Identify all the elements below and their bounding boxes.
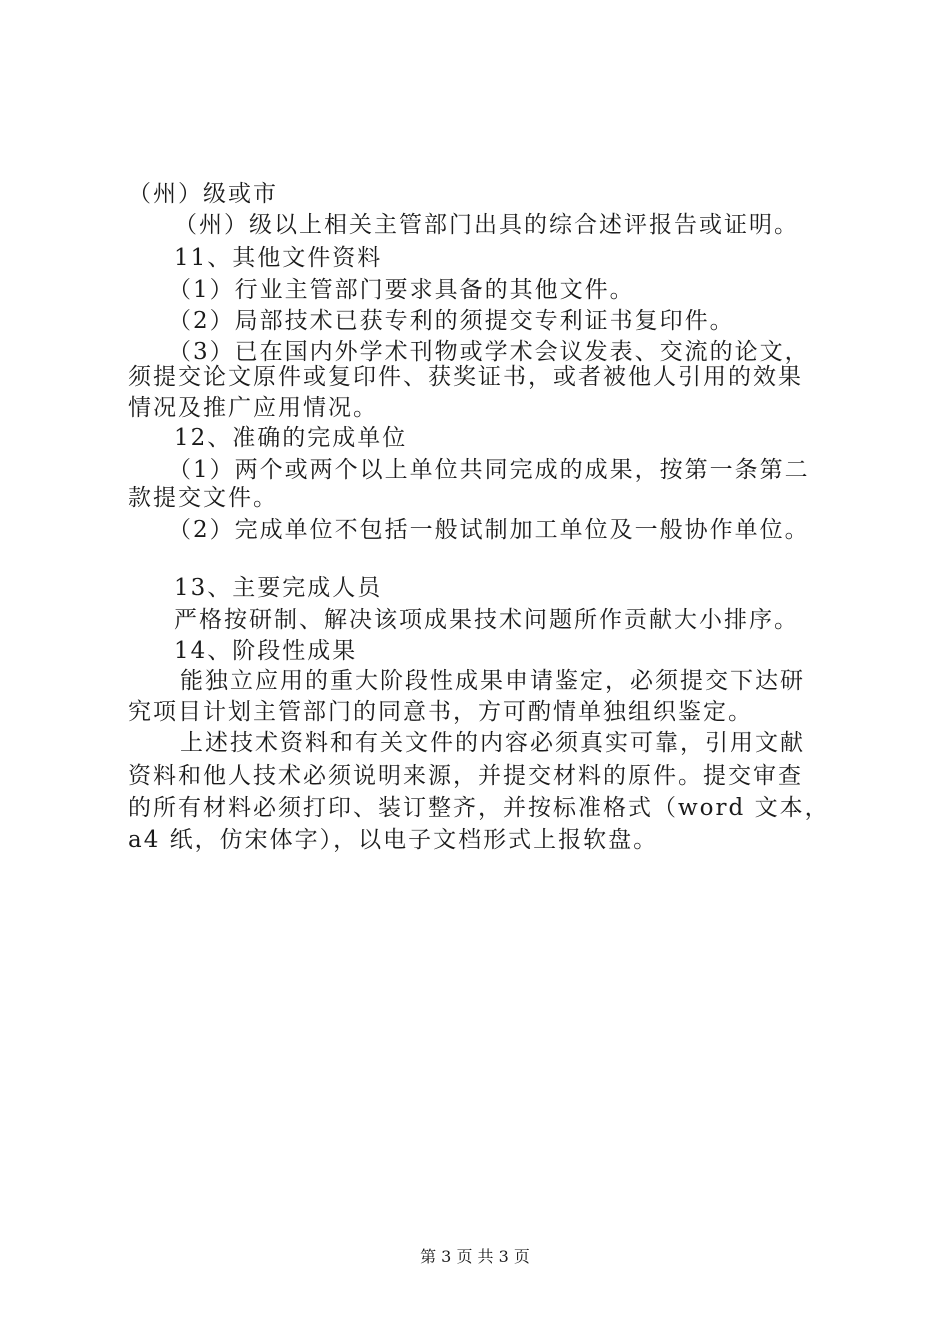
text-line: 情况及推广应用情况。 (128, 395, 378, 421)
text-line: 究项目计划主管部门的同意书，方可酌情单独组织鉴定。 (128, 699, 753, 725)
text-line: 能独立应用的重大阶段性成果申请鉴定，必须提交下达研 (180, 668, 805, 694)
section-heading: 14、阶段性成果 (174, 638, 358, 664)
text-line: （州）级或市 (128, 181, 278, 207)
text-line: 上述技术资料和有关文件的内容必须真实可靠，引用文献 (180, 730, 805, 756)
section-heading: 12、准确的完成单位 (174, 425, 408, 451)
text-line: 款提交文件。 (128, 485, 278, 511)
text-line: （2）局部技术已获专利的须提交专利证书复印件。 (168, 308, 735, 334)
text-line: 的所有材料必须打印、装订整齐，并按标准格式（word 文本， (128, 795, 830, 821)
text-line: 严格按研制、解决该项成果技术问题所作贡献大小排序。 (174, 607, 799, 633)
text-line: （1）两个或两个以上单位共同完成的成果，按第一条第二 (168, 457, 810, 483)
text-line: （3）已在国内外学术刊物或学术会议发表、交流的论文， (168, 339, 810, 365)
section-heading: 13、主要完成人员 (174, 575, 383, 601)
text-line: （2）完成单位不包括一般试制加工单位及一般协作单位。 (168, 517, 810, 543)
section-heading: 11、其他文件资料 (174, 245, 383, 271)
text-line: 须提交论文原件或复印件、获奖证书，或者被他人引用的效果 (128, 364, 803, 390)
page-number: 第 3 页 共 3 页 (420, 1247, 530, 1266)
text-line: （州）级以上相关主管部门出具的综合述评报告或证明。 (174, 212, 799, 238)
text-line: （1）行业主管部门要求具备的其他文件。 (168, 277, 635, 303)
text-line: a4 纸，仿宋体字），以电子文档形式上报软盘。 (128, 827, 659, 853)
text-line: 资料和他人技术必须说明来源，并提交材料的原件。提交审查 (128, 763, 803, 789)
